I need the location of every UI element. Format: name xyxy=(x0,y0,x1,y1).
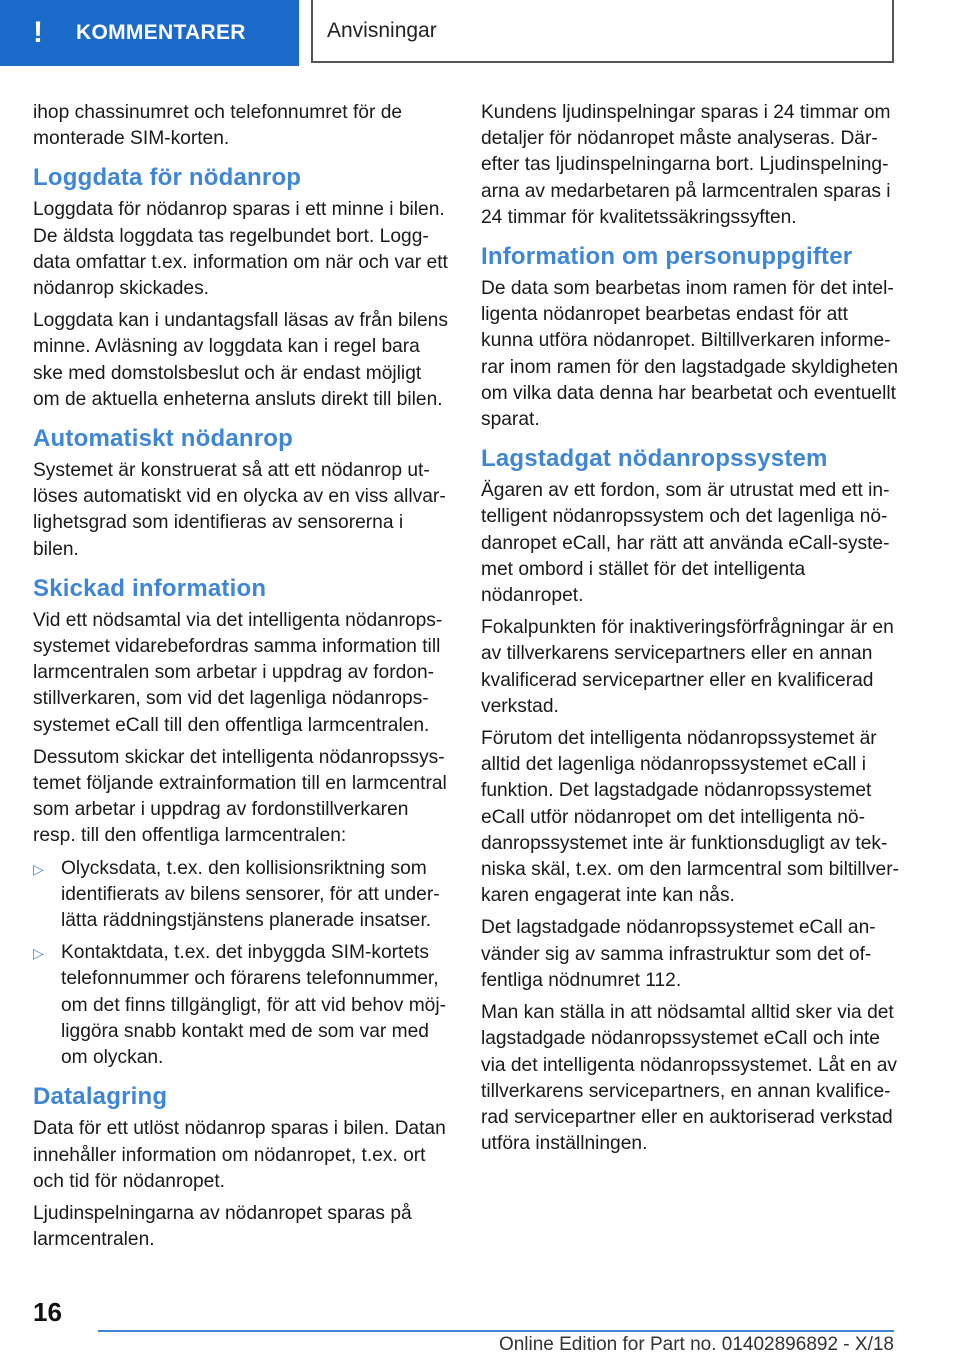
list-item xyxy=(33,940,451,1071)
list-item-text: Olycksdata, t.ex. den kollisionsriktning som identifierats av bilens sensorer, för att underlätta räddningstjänstens planerade insatser. xyxy=(61,857,440,932)
paragraph: Kundens ljudinspelningar sparas i 24 timmar om detaljer för nödanropet måste analyseras. Därefter tas ljudinspelningarna bort. Ljudinspelningarna av medarbetaren på larmcentralen sparas i 24 timmar för kvalitetssäkringssyften. xyxy=(481,102,891,228)
paragraph: Man kan ställa in att nödsamtal alltid sker via det lagstadgade nödanropssystemet eCall och inte via det intelligenta nödanropssystemet. Låt en av tillverkarens servicepartners, en annan kvalificerad servicepartner eller en auktoriserad verkstad utföra inställningen. xyxy=(481,1002,897,1155)
section-tab-label: KOMMENTARER xyxy=(76,21,246,44)
paragraph: De data som bearbetas inom ramen för det intelligenta nödanropet bearbetas endast för att kunna utföra nödanropet. Biltillverkaren informerar inom ramen för den lagstadgade skyldigheten om vilka data denna har bearbetat och eventuellt sparat. xyxy=(481,278,899,431)
heading-automatiskt-nodanrop: Automatiskt nödanrop xyxy=(33,425,293,453)
page-number: 16 xyxy=(33,1297,62,1327)
paragraph: Det lagstadgade nödanropssystemet eCall använder sig av samma infrastruktur som det offentliga nödnumret 112. xyxy=(481,917,876,991)
left-column xyxy=(33,100,451,1259)
paragraph: Systemet är konstruerat så att ett nödanrop utlöses automatiskt vid en olycka av en viss allvarlighetsgrad som identifieras av sensorerna i bilen. xyxy=(33,460,446,560)
heading-lagstadgat-nodanropssystem: Lagstadgat nödanropssystem xyxy=(481,445,828,473)
heading-datalagring: Datalagring xyxy=(33,1083,168,1111)
section-tab xyxy=(0,0,299,66)
bullet-list xyxy=(33,856,451,1072)
triangle-bullet-icon: ▷ xyxy=(33,860,44,877)
footer-divider xyxy=(98,1330,894,1332)
paragraph: Loggdata för nödanrop sparas i ett minne i bilen. De äldsta loggdata tas regelbundet bort. Loggdata omfattar t.ex. information om när och var ett nödanrop skickades. xyxy=(33,199,448,300)
right-column xyxy=(481,100,899,1163)
triangle-bullet-icon: ▷ xyxy=(33,945,44,962)
paragraph: Förutom det intelligenta nödanropssystemet är alltid det lagenliga nödanropssystemet eCall i funktion. Det lagstadgade nödanropssystemet eCall utför nödanropet om det intelligenta nödanropssystemet inte är funktionsdugligt av tekniska skäl, t.ex. om den larmcentral som biltillverkaren engagerat inte kan nås. xyxy=(481,728,899,907)
list-item-text: Kontaktdata, t.ex. det inbyggda SIM-kortets telefonnummer och förarens telefonnummer, om det finns tillgängligt, för att vid behov möjliggöra snabb kontakt med de som var med om olyckan. xyxy=(61,942,447,1069)
heading-loggdata: Loggdata för nödanrop xyxy=(33,164,302,192)
paragraph: Fokalpunkten för inaktiveringsförfrågningar är en av tillverkarens servicepartners eller en annan kvalificerad servicepartner eller en kvalificerad verkstad. xyxy=(481,617,894,717)
paragraph: Loggdata kan i undantagsfall läsas av från bilens minne. Avläsning av loggdata kan i regel bara ske med domstolsbeslut och är endast möjligt om de aktuella enheterna ansluts direkt till bilen. xyxy=(33,310,448,410)
paragraph: Ljudinspelningarna av nödanropet sparas på larmcentralen. xyxy=(33,1202,412,1251)
paragraph: ihop chassinumret och telefonnumret för de monterade SIM-korten. xyxy=(33,102,403,150)
heading-personuppgifter: Information om personuppgifter xyxy=(481,243,853,271)
heading-skickad-information: Skickad information xyxy=(33,574,267,602)
footer-edition-text: Online Edition for Part no. 01402896892 - X/18 xyxy=(498,1334,894,1355)
paragraph: Dessutom skickar det intelligenta nödanropssystemet följande extrainformation till en larmcentral som arbetar i uppdrag av fordonstillverkaren resp. till den offentliga larmcentralen: xyxy=(33,746,447,847)
chapter-title: Anvisningar xyxy=(311,0,894,63)
paragraph: Vid ett nödsamtal via det intelligenta nödanropssystemet vidarebefordras samma information till larmcentralen som arbetar i uppdrag av fordonstillverkaren, som vid det lagenliga nödanropssystemet eCall till den offentliga larmcentralen. xyxy=(33,609,443,736)
list-item xyxy=(33,856,451,935)
exclamation-icon: ! xyxy=(33,16,43,49)
paragraph: Ägaren av ett fordon, som är utrustat med ett intelligent nödanropssystem och det lagenliga nödanropet eCall, har rätt att använda eCall-systemet ombord i stället för det intelligenta nödanropet. xyxy=(481,480,890,607)
paragraph: Data för ett utlöst nödanrop sparas i bilen. Datan innehåller information om nödanropet, t.ex. ort och tid för nödanropet. xyxy=(33,1118,446,1192)
